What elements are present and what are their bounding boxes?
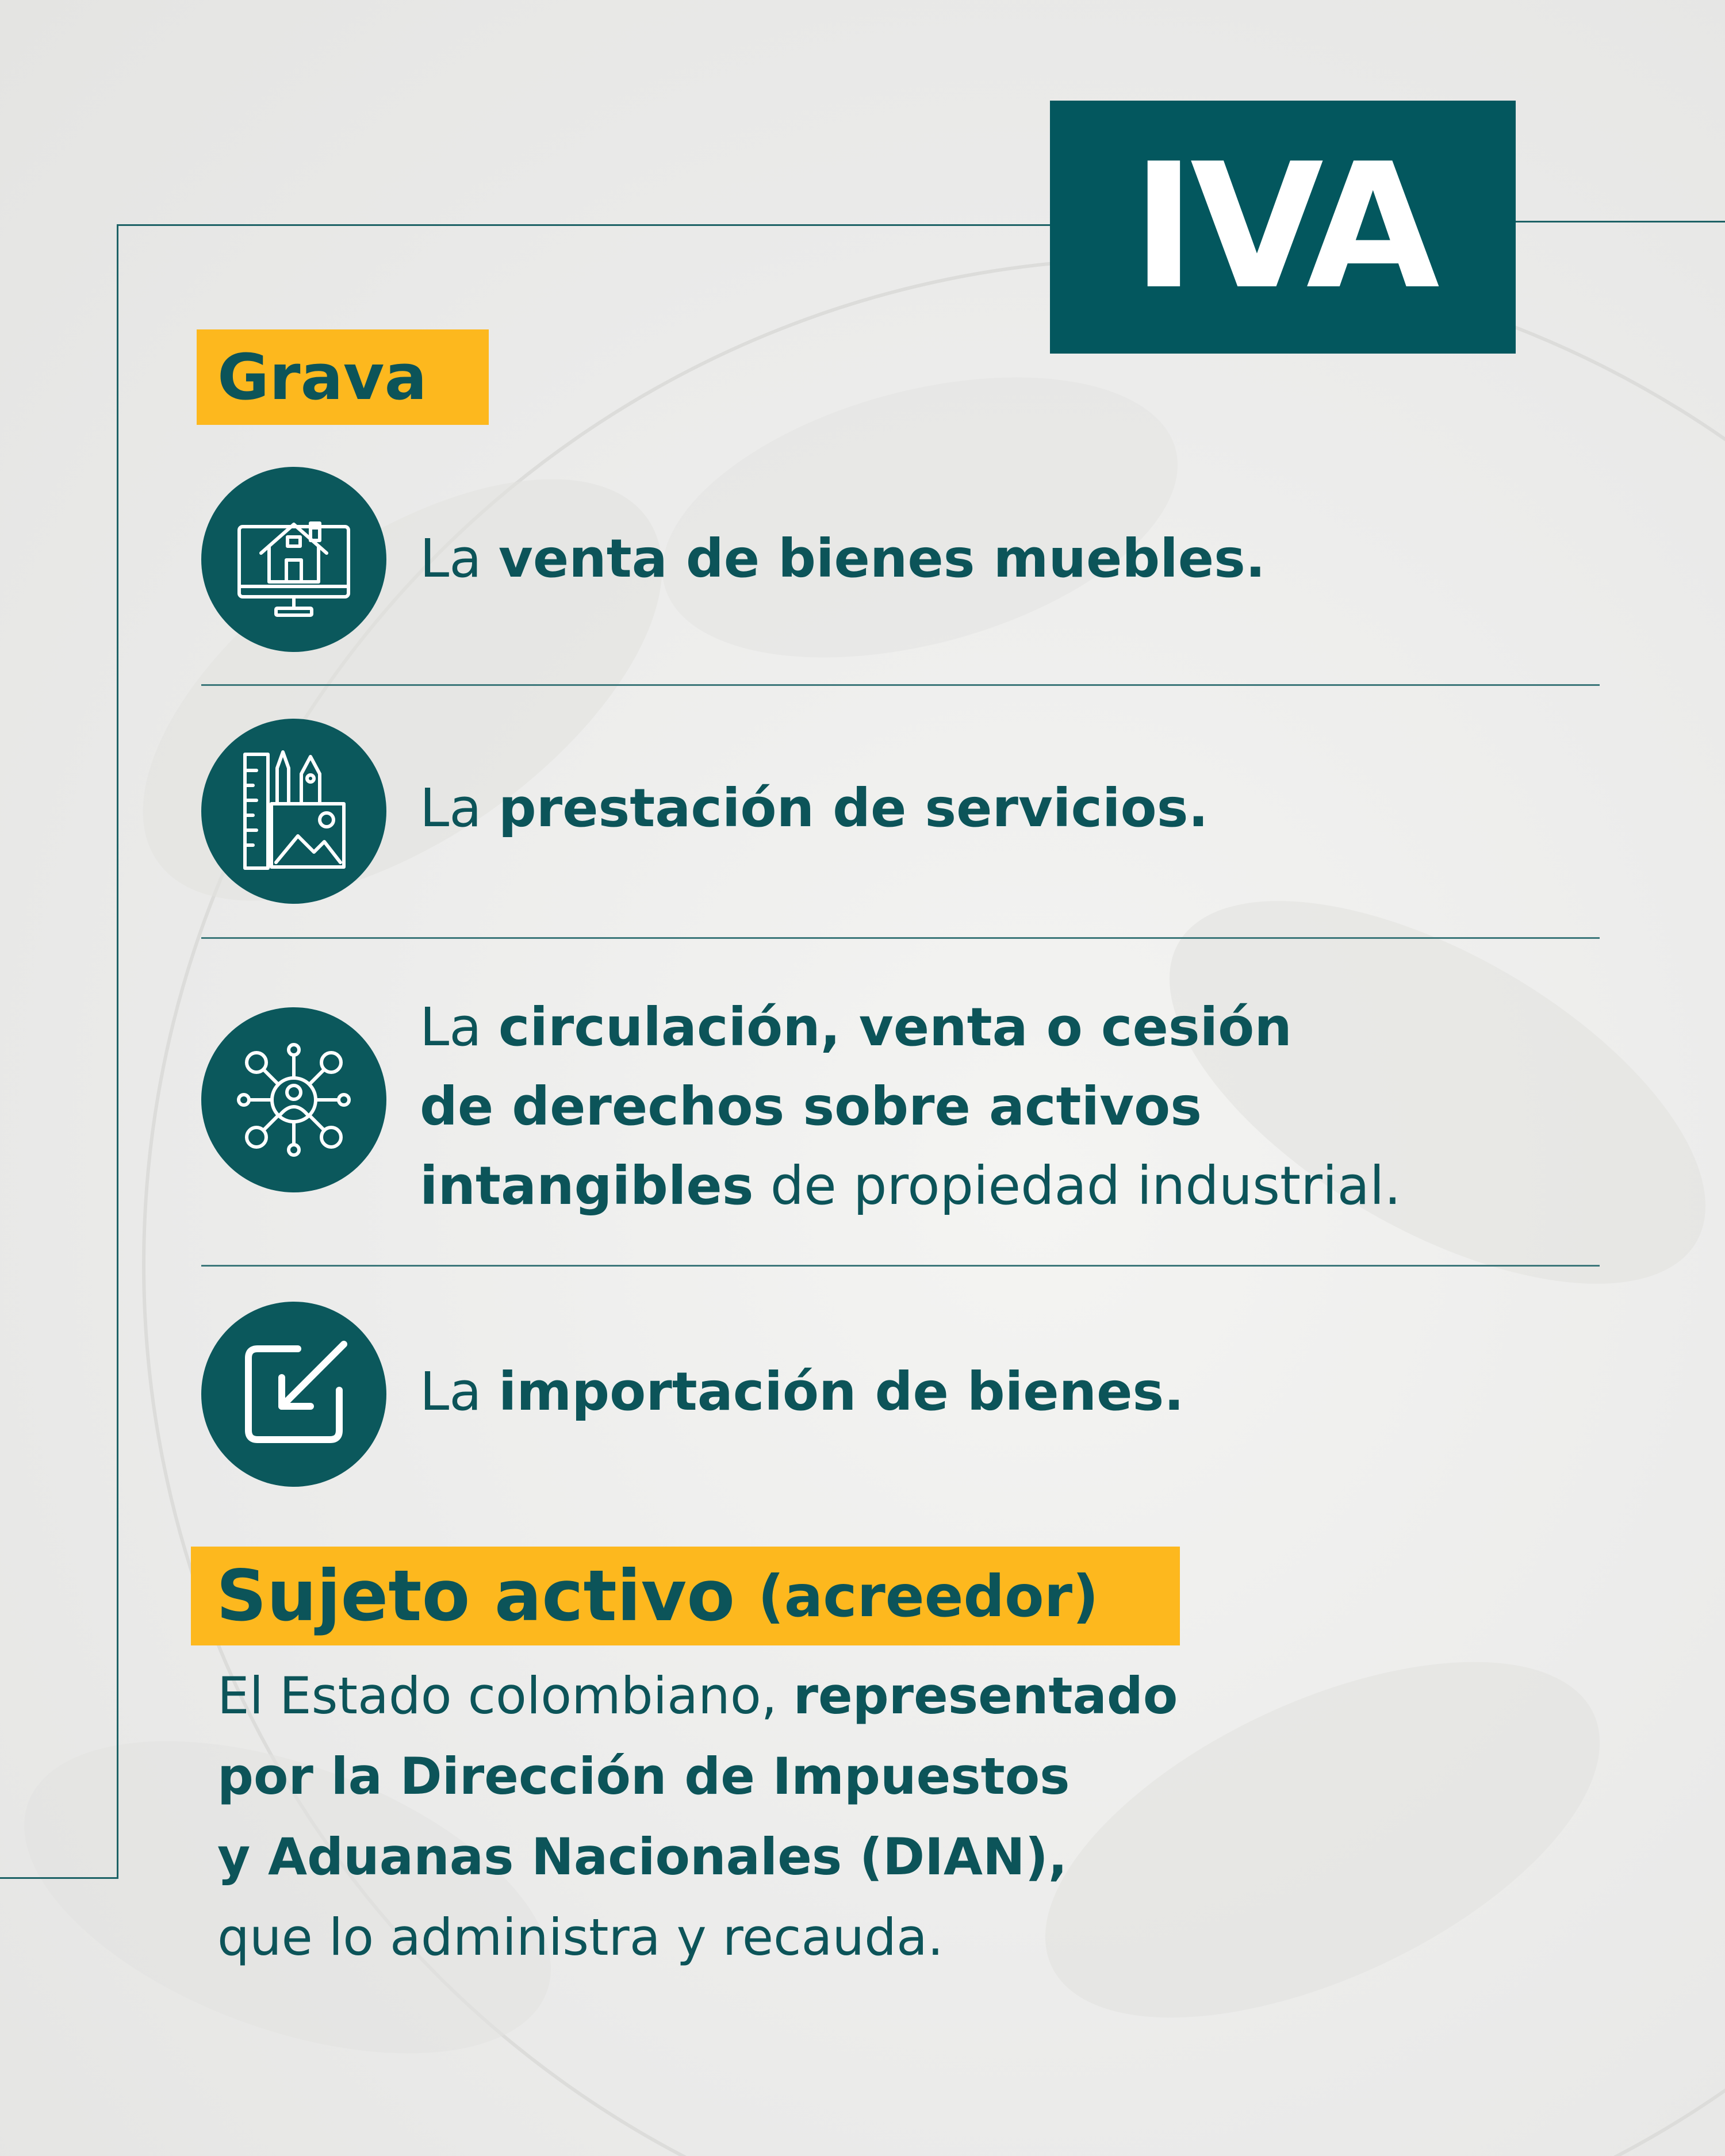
- grava-item-2: La prestación de servicios.: [420, 777, 1209, 839]
- sujeto-activo-sublabel: (acreedor): [758, 1562, 1099, 1630]
- network-person-icon: [201, 1007, 386, 1192]
- divider: [201, 1265, 1600, 1267]
- sujeto-activo-label: Sujeto activo: [216, 1555, 735, 1637]
- grava-badge: [197, 329, 489, 425]
- title-box: [1050, 101, 1516, 354]
- design-tools-icon: [201, 719, 386, 904]
- grava-item-3: La circulación, venta o cesión de derechos sobre activos intangibles de propiedad industrial.: [420, 996, 1401, 1217]
- page-title: IVA: [1132, 126, 1434, 327]
- frame-line-left: [117, 224, 118, 1878]
- sujeto-activo-badge: [191, 1547, 1180, 1645]
- grava-label: Grava: [217, 340, 427, 414]
- grava-item-1: La venta de bienes muebles.: [420, 528, 1266, 589]
- house-monitor-icon: [201, 467, 386, 652]
- sujeto-activo-description: El Estado colombiano, representado por la Dirección de Impuestos y Aduanas Nacionales (DIAN), que lo administra y recauda.: [217, 1666, 1178, 1967]
- frame-line-top-left: [117, 224, 1051, 226]
- frame-line-bottom-left: [0, 1877, 118, 1879]
- divider: [201, 937, 1600, 939]
- frame-line-top-right: [1515, 221, 1725, 222]
- divider: [201, 684, 1600, 686]
- import-arrow-icon: [201, 1302, 386, 1487]
- grava-item-4: La importación de bienes.: [420, 1361, 1184, 1422]
